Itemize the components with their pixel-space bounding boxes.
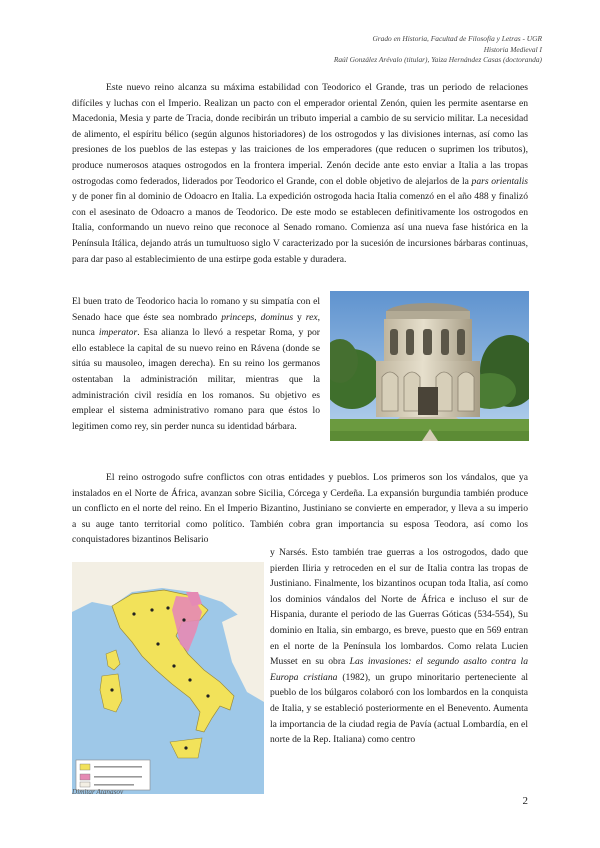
header-teachers: Raúl González Arévalo (titular), Yaiza Hernández Casas (doctoranda) (333, 55, 542, 64)
term-princeps: princeps (221, 311, 255, 323)
term-dominus: dominus (260, 311, 294, 323)
header-course: Grado en Historia, Facultad de Filosofía y Letras - UGR (372, 34, 542, 43)
term-rex: rex (305, 311, 318, 323)
term-imperator: imperator (98, 327, 138, 339)
page-number: 2 (522, 795, 528, 807)
document-header (334, 34, 542, 66)
paragraph-narses: y Narsés. Esto también trae guerras a los ostrogodos, dado que pierden Iliria y retroceden en el sur de Italia contra las tropas de Justiniano. Finalmente, los bizantinos ocupan toda Italia, así como los dominios vándalos del Norte de África e incluso el sur de Hispania, durante el periodo de las Guerras Góticas (534-554), Su dominio en Italia, sin embargo, es breve, puesto que en 569 entran en el norte de la Península los lombardos. Como relata Lucien Musset en su obra Las invasiones: el segundo asalto contra la Europa cristiana (1982), un grupo minoritario perteneciente al pueblo de los búlgaros colaboró con los lombardos en la conquista de Italia, y se estableció posteriormente en el Benevento. Aumenta la importancia de la ciudad regia de Pavía (actual Lombardía, en el norte de la Rep. Italiana) como centro (270, 547, 528, 746)
italy-map (72, 562, 264, 794)
footer-author: Dimitar Atanasov (72, 788, 124, 796)
header-subject: Historia Medieval I (483, 44, 542, 54)
paragraph-buen-trato: El buen trato de Teodorico hacia lo romano y su simpatía con el Senado hace que éste sea nombrado princeps, dominus y rex, nunca imperator. Esa alianza lo llevó a respetar Roma, y por ello establece la capital de su nuevo reino en Rávena (donde se sitúa su mausoleo, imagen derecha). En su reino los germanos ostentaban la administración militar, mientras que la administración civil residía en los romanos. Su objetivo es emplear el sistema administrativo romano para que éstos lo legitimen como rey, sin perder nunca su identidad bárbara. (72, 296, 321, 432)
paragraph-teodorico: Este nuevo reino alcanza su máxima estabilidad con Teodorico el Grande, tras un periodo de relaciones difíciles y luchas con el Imperio. Realizan un pacto con el emperador oriental Zenón, quien les permite asentarse en Macedonia, Mesia y parte de Tracia, donde recibirán un tributo imperial a cambio de su servicio militar. La necesidad de alimento, el espíritu bélico (según algunos historiadores) de los ostrogodos y las divisiones internas, así como las presiones de los pueblos de las estepas y las traiciones de los emperadores (que reducen o suprimen los tributos), produce numerosos ataques ostrogodos en la frontera imperial. Zenón decide ante esto enviar a Italia a las tropas ostrogodas como federados, liderados por Teodorico el Grande, con el doble objetivo de alejarlos de la pars orientalis y de poner fin al dominio de Odoacro en Italia. La expedición ostrogoda hacia Italia comenzó en el año 488 y finalizó con el asesinato de Odoacro a manos de Teodorico. De este modo se establecen definitivamente los ostrogodos en Italia, conformando un nuevo reino que reconoce al Senado romano. Comienza así una nueva fase histórica en la Península Itálica, dejando atrás un tumultuoso siglo V caracterizado por la sucesión de incursiones bárbaras continuas, para dar paso al establecimiento de una estirpe goda estable y duradera. (72, 82, 528, 265)
term-pars-orientalis: pars orientalis (471, 175, 528, 187)
paragraph-conflictos: El reino ostrogodo sufre conflictos con otras entidades y pueblos. Los primeros son los vándalos, que ya instalados en el Norte de África, avanzan sobre Sicilia, Córcega y Cerdeña. La expansión burgundia también produce un conflicto en el norte del reino. En el Imperio Bizantino, Justiniano se convierte en emperador, y lleva a su imperio a su auge tanto territorial como político. También cobra gran importancia su esposa Teodora, así como los conquistadores bizantinos Belisario (72, 472, 528, 546)
mausoleum-photo (330, 291, 529, 441)
book-title: Las invasiones: el segundo asalto contra la Europa cristiana (270, 656, 528, 683)
